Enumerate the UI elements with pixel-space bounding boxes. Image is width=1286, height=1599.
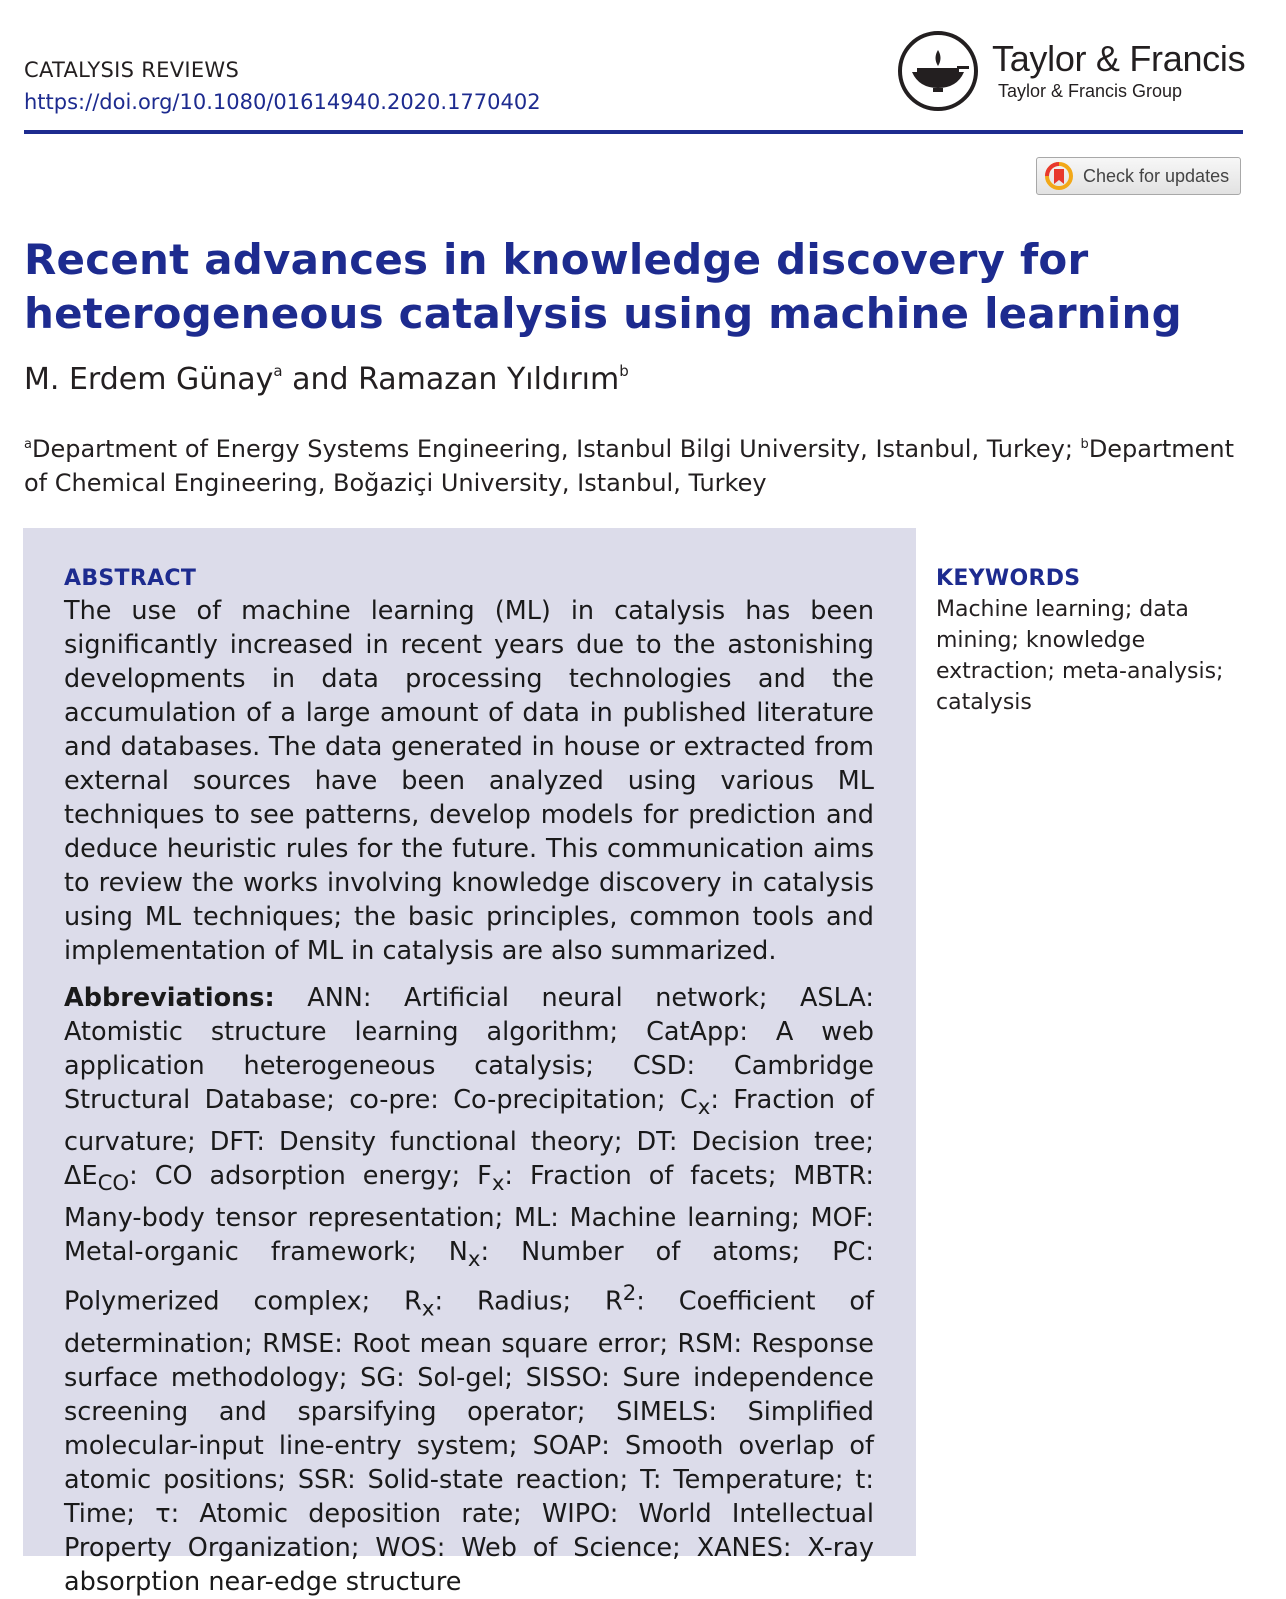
abbr-part: : Fraction of curvature; DFT: Density functional theory; DT: Decision tree; ΔE [64,1085,874,1192]
abbr-sub: x [467,1247,481,1273]
check-updates-label: Check for updates [1083,165,1230,186]
abstract-heading: ABSTRACT [64,566,197,591]
author-1-mark: a [273,362,283,380]
abbr-part: : CO adsorption energy; F [129,1161,492,1192]
doi-link[interactable]: https://doi.org/10.1080/01614940.2020.1770402 [24,90,541,114]
author-2-mark: b [619,362,629,380]
abbr-sub: x [491,1171,505,1197]
author-1[interactable]: M. Erdem Günay [24,362,274,397]
affiliations [24,428,1246,500]
article-title [24,233,1244,341]
abstract-text: The use of machine learning (ML) in catalysis has been significantly increased in recent years due to the astonishing developments in data processing technologies and the accumulation of a large amount of data in published literature and databases. The data generated in house or extracted from external sources have been analyzed using various ML techniques to see patterns, develop models for prediction and deduce heuristic rules for the future. This communication aims to review the works involving knowledge discovery in catalysis using ML techniques; the basic principles, common tools and implementation of ML in catalysis are also summarized. [64,596,874,966]
title-line-1: Recent advances in knowledge discovery for [24,235,1089,284]
author-2[interactable]: Ramazan Yıldırım [358,362,620,397]
affil-mark-a: a [24,437,32,452]
affil-a: Department of Energy Systems Engineering, Istanbul Bilgi University, Istanbul, Turkey; [31,435,1081,463]
abbr-sub: CO [97,1171,130,1197]
check-for-updates-button[interactable] [1036,157,1241,195]
keywords-heading: KEYWORDS [936,566,1081,591]
title-line-2: heterogeneous catalysis using machine learning [24,289,1182,338]
journal-name: CATALYSIS REVIEWS [24,58,240,82]
header-rule [24,130,1243,134]
affil-b: Department of Chemical Engineering, Boğaziçi University, Istanbul, Turkey [24,435,1235,497]
abbreviations [64,981,874,1599]
abbr-part: : Radius; R [434,1286,623,1317]
author-conjunction: and [282,362,359,397]
keywords-text: Machine learning; data mining; knowledge extraction; meta-analysis; catalysis [936,597,1224,715]
taylor-francis-lamp-icon [897,30,979,112]
abbr-sup: 2 [622,1281,637,1307]
publisher-name: Taylor & Francis [992,38,1246,79]
authors [24,362,629,397]
check-updates-icon [1045,162,1073,190]
abbr-part: ANN: Artificial neural network; ASLA: Atomistic structure learning algorithm; CatApp: A web application heterogeneous catalysis; CSD: Cambridge Structural Database; co-pre: Co-precipitation; C [64,983,874,1115]
publisher-group: Taylor & Francis Group [998,81,1183,101]
abbr-sub: x [421,1296,435,1322]
abbr-part: : Fraction of facets; MBTR: Many-body tensor representation; ML: Machine learning; MOF: Metal-organic framework; N [64,1161,875,1268]
abbr-sub: x [697,1095,711,1121]
abbr-part: : Number of atoms; PC: Polymerized complex; R [64,1237,874,1317]
abbr-part: : Coefficient of determination; RMSE: Root mean square error; RSM: Response surface methodology; SG: Sol-gel; SISSO: Sure independence screening and sparsifying operator; SIMELS: Simplified molecular-input line-entry system; SOAP: Smooth overlap of atomic positions; SSR: Solid-state reaction; T: Temperature; t: Time; τ: Atomic deposition rate; WIPO: World Intellectual Property Organization; WOS: Web of Science; XANES: X-ray absorption near-edge structure [64,1286,874,1597]
abbreviations-label: Abbreviations: [64,983,275,1013]
affil-mark-b: b [1080,437,1089,452]
